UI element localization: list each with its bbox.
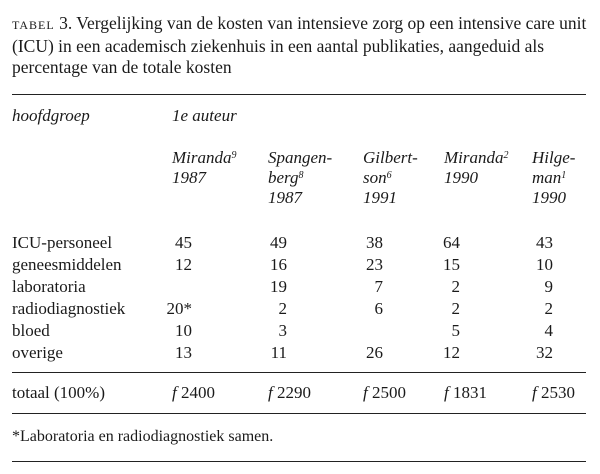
table-caption (12, 13, 587, 78)
total-cell: f 2400 (172, 383, 215, 402)
total-cell: f 2290 (268, 383, 311, 402)
table-cell: 13 (175, 343, 192, 362)
header-first-author: 1e auteur (172, 106, 237, 125)
col4-ref: 2 (503, 150, 509, 161)
table-cell: 45 (175, 233, 192, 252)
col-header-2 (268, 148, 332, 208)
caption-text: Vergelijking van de kosten van intensieve zorg op een intensive care unit (ICU) in een academisch ziekenhuis in een aantal publikaties, aangeduid als percentage van de totale kosten (12, 13, 587, 77)
row-label: bloed (12, 321, 50, 340)
footnote: *Laboratoria en radiodiagnostiek samen. (12, 428, 274, 445)
table-cell: 23 (366, 255, 383, 274)
table-cell: 16 (270, 255, 287, 274)
table-cell: 10 (175, 321, 192, 340)
table-cell: 12 (175, 255, 192, 274)
top-rule (12, 94, 586, 95)
total-cell: f 1831 (444, 383, 487, 402)
bottom-rule (12, 461, 586, 462)
col2-year: 1987 (268, 188, 302, 207)
total-rule (12, 372, 586, 373)
total-cell: f 2530 (532, 383, 575, 402)
col4-name: Miranda (444, 148, 504, 167)
table-cell: 26 (366, 343, 383, 362)
col5-year: 1990 (532, 188, 566, 207)
florin-sign: f (444, 383, 449, 402)
footnote-rule (12, 413, 586, 414)
row-label: laboratoria (12, 277, 86, 296)
row-label: ICU-personeel (12, 233, 113, 252)
table-cell: 5 (451, 321, 460, 340)
header-hoofdgroep: hoofdgroep (12, 106, 90, 125)
col3-name-a: Gilbert- (363, 148, 418, 167)
table-cell: 6 (374, 299, 383, 318)
table-cell: 64 (443, 233, 460, 252)
florin-sign: f (268, 383, 273, 402)
table-cell: 15 (443, 255, 460, 274)
col2-name-a: Spangen- (268, 148, 333, 167)
total-label: totaal (100%) (12, 383, 105, 402)
table-cell: 4 (544, 321, 553, 340)
col2-ref: 8 (298, 170, 304, 181)
table-cell: 49 (270, 233, 287, 252)
table-cell: 38 (366, 233, 383, 252)
table-cell: 43 (536, 233, 553, 252)
total-cell: f 2500 (363, 383, 406, 402)
table-cell: 10 (536, 255, 553, 274)
col5-name-b: man (532, 168, 562, 187)
florin-sign: f (363, 383, 368, 402)
col1-name: Miranda (172, 148, 232, 167)
col5-name-a: Hilge- (532, 148, 576, 167)
caption-number: 3. (59, 13, 73, 33)
col1-year: 1987 (172, 168, 206, 187)
col-header-4 (444, 148, 509, 188)
col1-ref: 9 (231, 150, 237, 161)
table-cell: 20* (166, 299, 192, 318)
col3-year: 1991 (363, 188, 397, 207)
table-cell: 2 (278, 299, 287, 318)
col-header-5 (532, 148, 575, 208)
col-header-3 (363, 148, 418, 208)
col2-name-b: berg (268, 168, 299, 187)
table-cell: 9 (544, 277, 553, 296)
row-label: overige (12, 343, 63, 362)
col3-name-b: son (363, 168, 387, 187)
table-cell: 32 (536, 343, 553, 362)
table-cell: 2 (544, 299, 553, 318)
row-label: radiodiagnostiek (12, 299, 126, 318)
table-cell: 2 (451, 277, 460, 296)
florin-sign: f (172, 383, 177, 402)
table-cell: 11 (270, 343, 287, 362)
row-label: geneesmiddelen (12, 255, 122, 274)
table-cell: 3 (278, 321, 287, 340)
col-header-1 (172, 148, 237, 188)
table-cell: 7 (374, 277, 383, 296)
table-cell: 12 (443, 343, 460, 362)
caption-label: TABEL (12, 18, 55, 32)
col3-ref: 6 (386, 170, 392, 181)
florin-sign: f (532, 383, 537, 402)
table-cell: 2 (451, 299, 460, 318)
col4-year: 1990 (444, 168, 478, 187)
col5-ref: 1 (561, 170, 567, 181)
table-cell: 19 (270, 277, 287, 296)
